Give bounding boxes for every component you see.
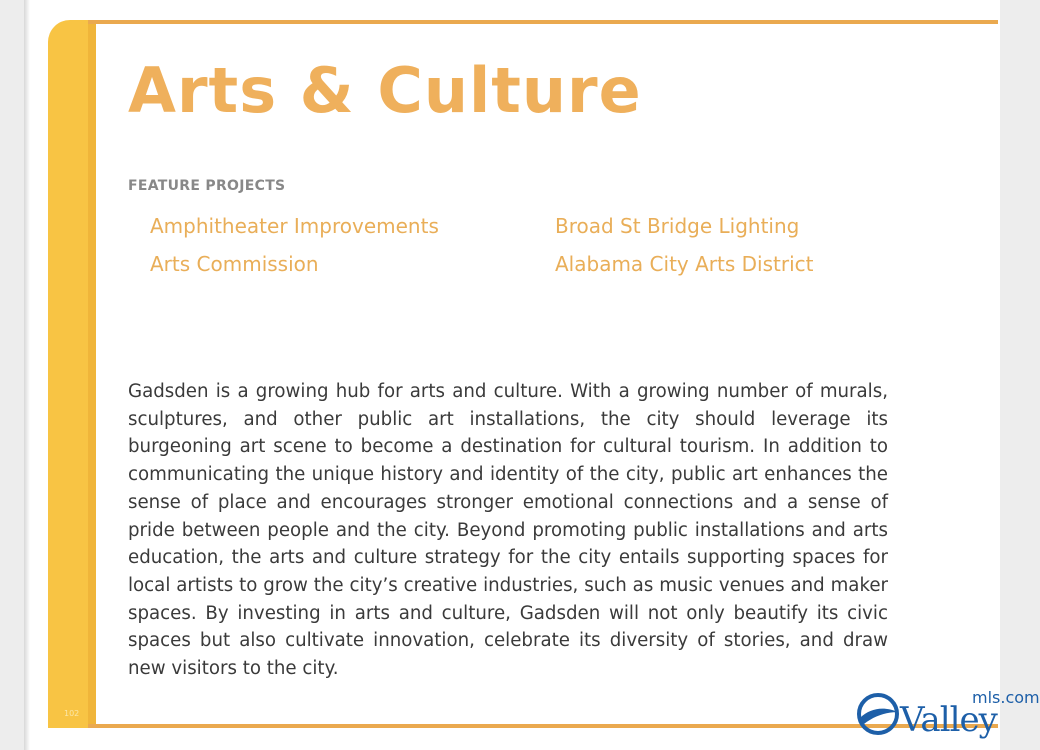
feature-projects-heading: FEATURE PROJECTS <box>128 178 286 194</box>
page-title: Arts & Culture <box>128 54 642 127</box>
top-rule-line <box>88 20 998 24</box>
yellow-sidebar-band <box>48 20 94 728</box>
feature-projects-list <box>150 214 870 276</box>
watermark-brand: Valley <box>900 700 997 740</box>
project-item: Alabama City Arts District <box>555 252 814 276</box>
page-edge-shadow <box>24 0 30 750</box>
brochure-page <box>48 20 998 728</box>
sidebar-accent-strip <box>88 24 96 724</box>
project-item: Arts Commission <box>150 252 319 276</box>
watermark-domain: mls.com <box>972 688 1040 707</box>
project-item: Amphitheater Improvements <box>150 214 439 238</box>
valley-mls-watermark <box>854 686 1040 748</box>
page-number: 102 <box>64 709 80 718</box>
body-paragraph: Gadsden is a growing hub for arts and culture. With a growing number of murals, sculptures, and other public art installations, the city should leverage its burgeoning art scene to become a destination for cultural tourism. In addition to communicating the unique history and identity of the city, public art enhances the sense of place and encourages stronger emotional connections and a sense of pride between people and the city. Beyond promoting public installations and arts education, the arts and culture strategy for the city entails supporting spaces for local artists to grow the city’s creative industries, such as music venues and maker spaces. By investing in arts and culture, Gadsden will not only beautify its civic spaces but also cultivate innovation, celebrate its diversity of stories, and draw new visitors to the city. <box>128 381 888 680</box>
valley-swoosh-logo-icon <box>856 692 900 736</box>
project-item: Broad St Bridge Lighting <box>555 214 800 238</box>
